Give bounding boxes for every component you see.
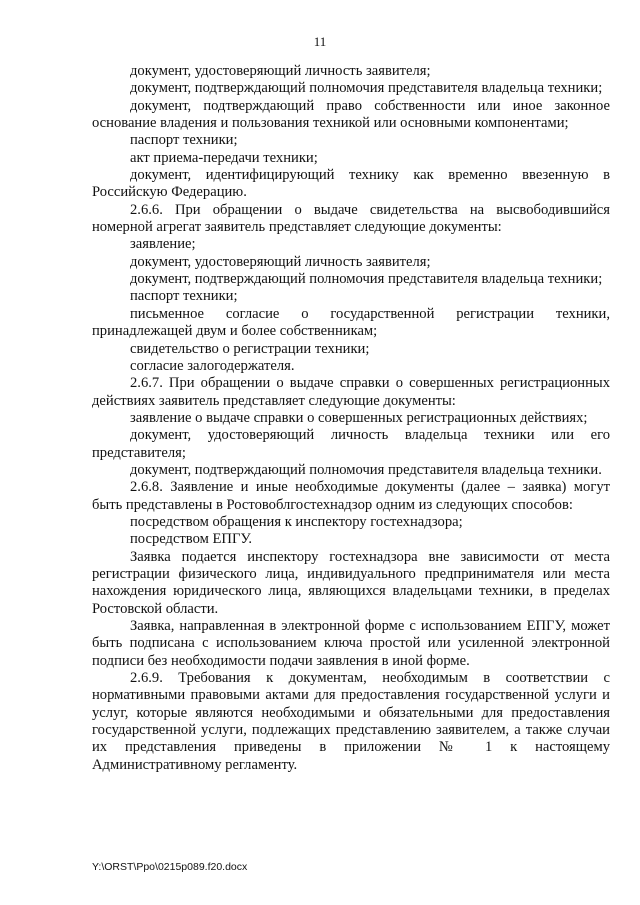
paragraph: Заявка подается инспектору гостехнадзора вне зависимости от места регистрации физического лица, индивидуального предпринимателя или места нахождения юридического лица, являющихся владельцами техники, в пределах Ростовской области. xyxy=(92,548,610,617)
paragraph: свидетельство о регистрации техники; xyxy=(130,340,370,357)
paragraph: посредством обращения к инспектору гостехнадзора; xyxy=(130,513,463,530)
paragraph: Заявка, направленная в электронной форме с использованием ЕПГУ, может быть подписана с использованием ключа простой или усиленной электронной подписи без необходимости подачи заявления в иной форме. xyxy=(92,618,610,669)
paragraph: документ, удостоверяющий личность заявителя; xyxy=(130,253,431,270)
paragraph: документ, подтверждающий полномочия представителя владельца техники. xyxy=(130,461,602,478)
paragraph: согласие залогодержателя. xyxy=(130,357,295,374)
page-number: 11 xyxy=(313,34,327,49)
paragraph: заявление; xyxy=(130,236,196,253)
paragraph: документ, подтверждающий право собственности или иное законное основание владения и пользования техникой или основными компонентами; xyxy=(92,97,610,132)
paragraph: 2.6.7. При обращении о выдаче справки о совершенных регистрационных действиях заявитель представляет следующие документы: xyxy=(92,375,610,409)
footer-file-path: Y:\ORST\Ppo\0215p089.f20.docx xyxy=(92,861,248,873)
paragraph: акт приема-передачи техники; xyxy=(130,149,318,166)
paragraph: паспорт техники; xyxy=(130,288,238,305)
paragraph: 2.6.9. Требования к документам, необходимым в соответствии с нормативными правовыми актами для предоставления государственной услуги и услуг, которые являются необходимыми и обязательными для предоставления государственной услуги, подлежащих представлению заявителем, а также случаи их представления приведены в приложении № 1 к настоящему Административному регламенту. xyxy=(92,670,610,773)
paragraph: 2.6.6. При обращении о выдаче свидетельства на высвободившийся номерной агрегат заявитель представляет следующие документы: xyxy=(92,201,610,236)
document-body xyxy=(92,63,610,774)
paragraph: документ, удостоверяющий личность заявителя; xyxy=(130,63,431,79)
paragraph: документ, идентифицирующий технику как временно ввезенную в Российскую Федерацию. xyxy=(92,167,610,201)
paragraph: заявление о выдаче справки о совершенных регистрационных действиях; xyxy=(130,409,588,426)
paragraph: документ, подтверждающий полномочия представителя владельца техники; xyxy=(130,80,603,97)
paragraph: паспорт техники; xyxy=(130,132,238,149)
paragraph: письменное согласие о государственной регистрации техники, принадлежащей двум и более собственникам; xyxy=(92,305,610,340)
paragraph: документ, подтверждающий полномочия представителя владельца техники; xyxy=(130,271,603,288)
paragraph: посредством ЕПГУ. xyxy=(130,531,252,548)
paragraph: 2.6.8. Заявление и иные необходимые документы (далее – заявка) могут быть представлены в Ростовоблгостехнадзор одним из следующих способов: xyxy=(92,479,610,513)
paragraph: документ, удостоверяющий личность владельца техники или его представителя; xyxy=(92,427,610,461)
